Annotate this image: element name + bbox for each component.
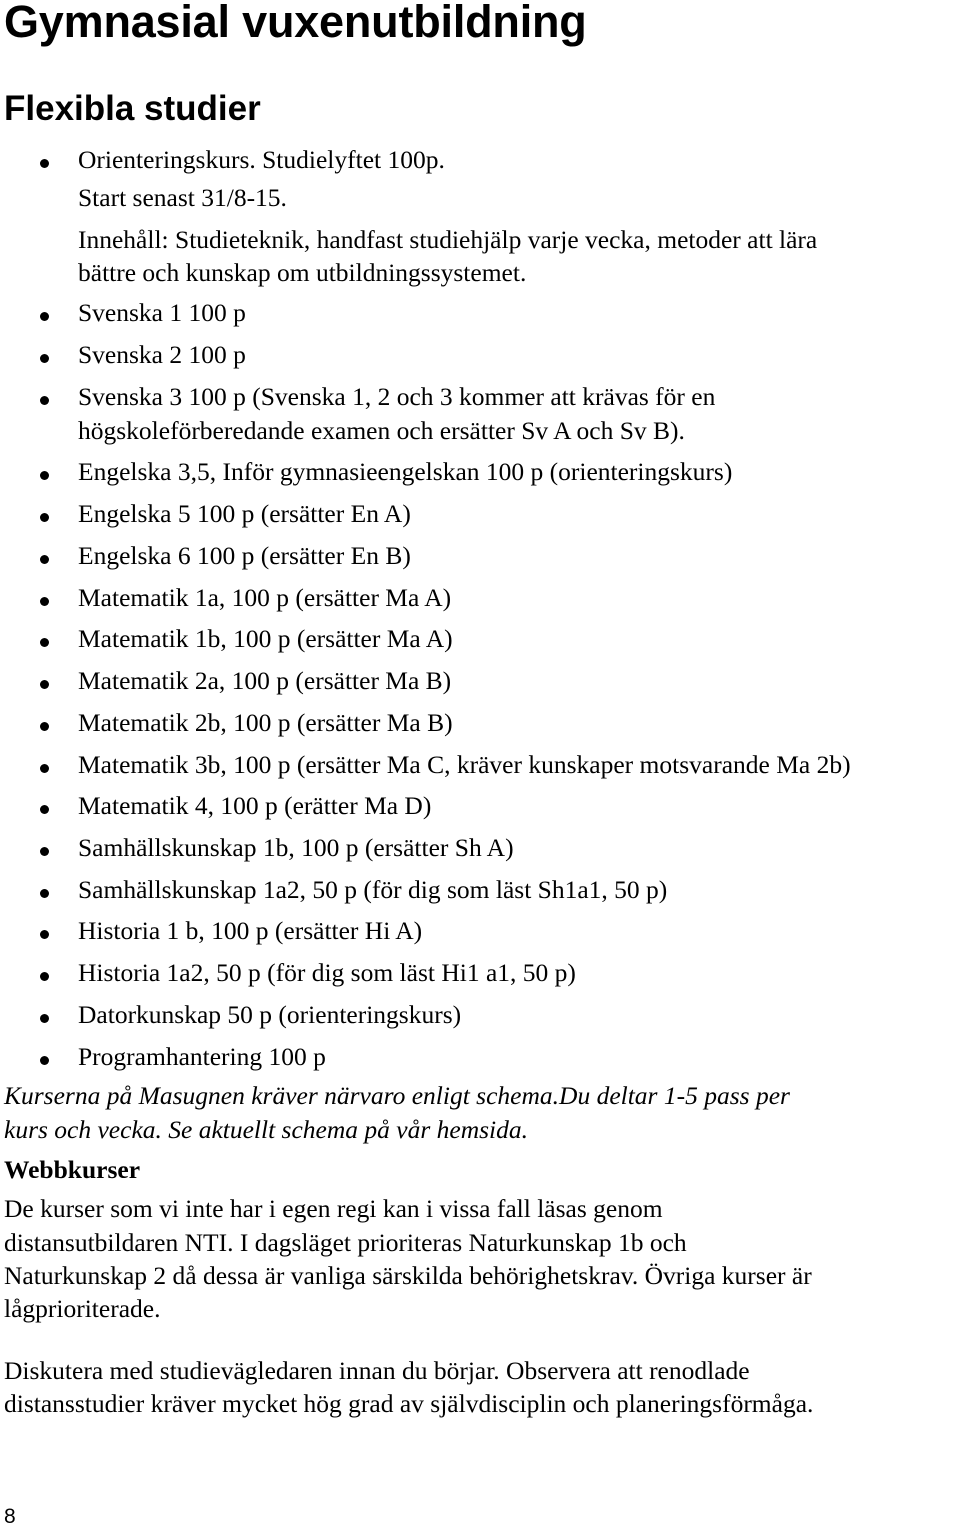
list-item-text: Samhällskunskap 1b, 100 p (ersätter Sh A)	[78, 833, 514, 862]
list-item-text: Matematik 1b, 100 p (ersätter Ma A)	[78, 624, 453, 653]
page-title: Gymnasial vuxenutbildning	[4, 0, 587, 47]
list-item-text: Svenska 2 100 p	[78, 340, 246, 369]
list-item-text: Svenska 1 100 p	[78, 298, 246, 327]
webbkurser-heading: Webbkurser	[4, 1155, 141, 1184]
bullet-icon	[40, 930, 49, 939]
web-paragraph-line: distansutbildaren NTI. I dagsläget prioriteras Naturkunskap 1b och	[4, 1228, 687, 1257]
bullet-icon	[40, 471, 49, 480]
web-paragraph-line: lågprioriterade.	[4, 1294, 161, 1323]
bullet-icon	[40, 354, 49, 363]
bullet-icon	[40, 680, 49, 689]
list-item-text: Start senast 31/8-15.	[78, 183, 287, 212]
list-item-text: Matematik 3b, 100 p (ersätter Ma C, kräver kunskaper motsvarande Ma 2b)	[78, 750, 851, 779]
bullet-icon	[40, 764, 49, 773]
list-item-text: Historia 1a2, 50 p (för dig som läst Hi1 a1, 50 p)	[78, 958, 576, 987]
bullet-icon	[40, 847, 49, 856]
bullet-icon	[40, 396, 49, 405]
discuss-paragraph-line: Diskutera med studievägledaren innan du börjar. Observera att renodlade	[4, 1356, 750, 1385]
list-item-text: högskoleförberedande examen och ersätter Sv A och Sv B).	[78, 416, 685, 445]
discuss-paragraph-line: distansstudier kräver mycket hög grad av självdisciplin och planeringsförmåga.	[4, 1389, 814, 1418]
bullet-icon	[40, 555, 49, 564]
bullet-icon	[40, 1014, 49, 1023]
attendance-note-line: Kurserna på Masugnen kräver närvaro enligt schema.Du deltar 1-5 pass per	[4, 1081, 790, 1110]
list-item-text: Engelska 5 100 p (ersätter En A)	[78, 499, 411, 528]
bullet-icon	[40, 159, 49, 168]
web-paragraph-line: De kurser som vi inte har i egen regi kan i vissa fall läsas genom	[4, 1194, 663, 1223]
content-text: Studieteknik, handfast studiehjälp varje vecka, metoder att lära	[168, 225, 818, 254]
page-number: 8	[4, 1505, 16, 1528]
bullet-icon	[40, 513, 49, 522]
list-item-text: Datorkunskap 50 p (orienteringskurs)	[78, 1000, 462, 1029]
list-item-text: Orienteringskurs. Studielyftet 100p.	[78, 145, 445, 174]
list-item-text: Programhantering 100 p	[78, 1042, 326, 1071]
list-item-text: Matematik 2a, 100 p (ersätter Ma B)	[78, 666, 452, 695]
list-item-text	[78, 225, 817, 255]
bullet-icon	[40, 597, 49, 606]
list-item-text: Matematik 1a, 100 p (ersätter Ma A)	[78, 583, 452, 612]
bullet-icon	[40, 722, 49, 731]
content-label: Innehåll:	[78, 225, 169, 254]
bullet-icon	[40, 638, 49, 647]
list-item-text: bättre och kunskap om utbildningssystemet.	[78, 258, 527, 287]
list-item-text: Svenska 3 100 p (Svenska 1, 2 och 3 kommer att krävas för en	[78, 382, 716, 411]
list-item-text: Matematik 4, 100 p (erätter Ma D)	[78, 791, 432, 820]
bullet-icon	[40, 889, 49, 898]
list-item-text: Engelska 6 100 p (ersätter En B)	[78, 541, 411, 570]
list-item-text: Historia 1 b, 100 p (ersätter Hi A)	[78, 916, 423, 945]
list-item-text: Matematik 2b, 100 p (ersätter Ma B)	[78, 708, 453, 737]
section-heading: Flexibla studier	[4, 89, 261, 128]
attendance-note-line: kurs och vecka. Se aktuellt schema på vår hemsida.	[4, 1115, 529, 1144]
web-paragraph-line: Naturkunskap 2 då dessa är vanliga särskilda behörighetskrav. Övriga kurser är	[4, 1261, 812, 1290]
bullet-icon	[40, 972, 49, 981]
list-item-text: Samhällskunskap 1a2, 50 p (för dig som läst Sh1a1, 50 p)	[78, 875, 668, 904]
bullet-icon	[40, 1056, 49, 1065]
list-item-text: Engelska 3,5, Inför gymnasieengelskan 100 p (orienteringskurs)	[78, 457, 733, 486]
bullet-icon	[40, 312, 49, 321]
bullet-icon	[40, 805, 49, 814]
